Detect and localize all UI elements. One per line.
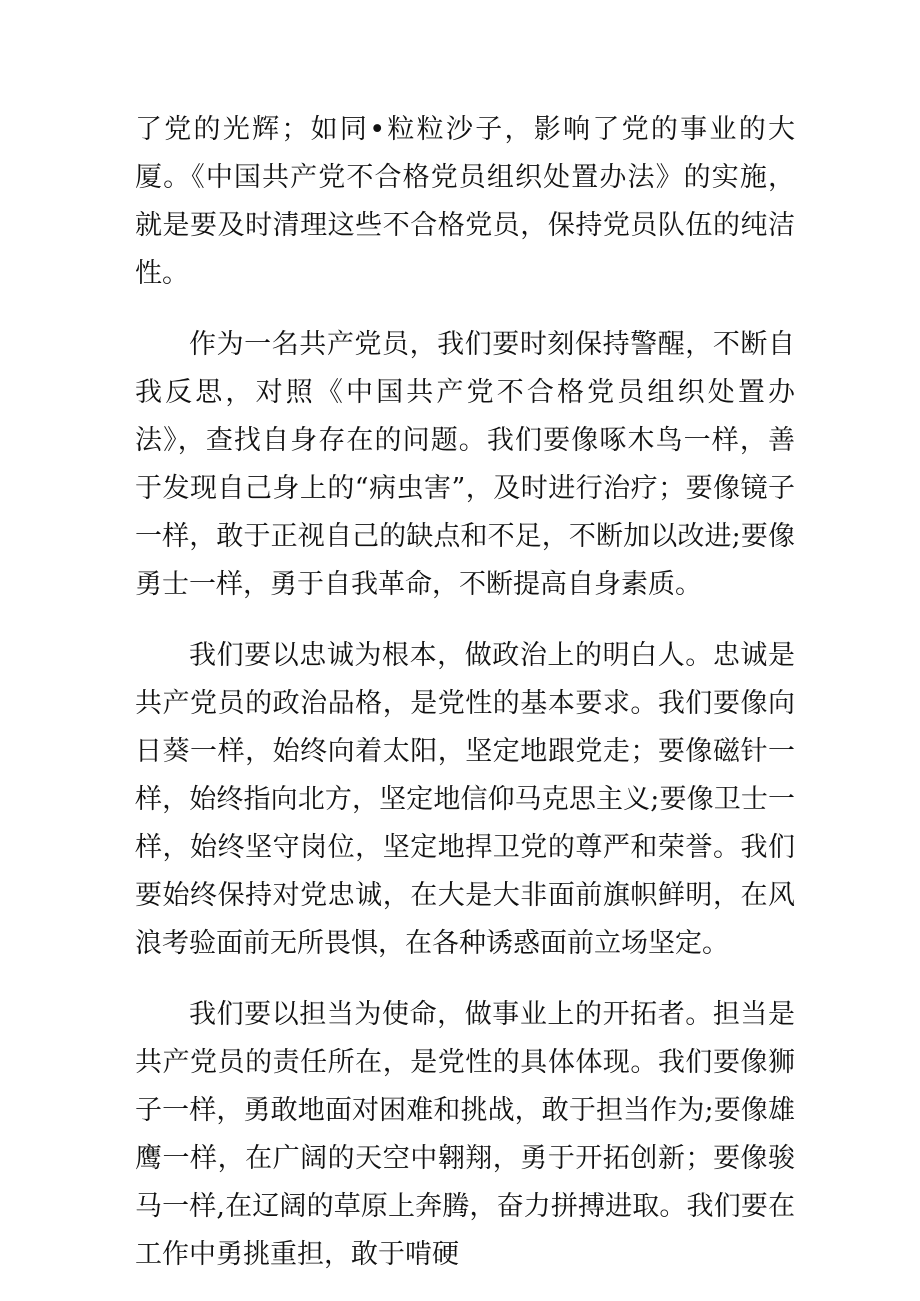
paragraph-continuation: 了党的光辉；如同•粒粒沙子，影响了党的事业的大厦。《中国共产党不合格党员组织处置办法》的实施，就是要及时清理这些不合格党员，保持党员队伍的纯洁性。 (135, 114, 795, 289)
paragraph-responsibility: 我们要以担当为使命，做事业上的开拓者。担当是共产党员的责任所在，是党性的具体体现。我们要像狮子一样，勇敢地面对困难和挑战，敢于担当作为;要像雄鹰一样，在广阔的天空中翱翔，勇于开拓创新；要像骏马一样,在辽阔的草原上奔腾，奋力拼搏进取。我们要在工作中勇挑重担，敢于啃硬 (135, 999, 795, 1270)
document-body (135, 106, 795, 1279)
paragraph-self-reflection: 作为一名共产党员，我们要时刻保持警醒，不断自我反思，对照《中国共产党不合格党员组织处置办法》，查找自身存在的问题。我们要像啄木鸟一样，善于发现自己身上的“病虫害”，及时进行治疗；要像镜子一样，敢于正视自己的缺点和不足，不断加以改进;要像勇士一样，勇于自我革命，不断提高自身素质。 (135, 329, 795, 600)
paragraph-loyalty: 我们要以忠诚为根本，做政治上的明白人。忠诚是共产党员的政治品格，是党性的基本要求。我们要像向日葵一样，始终向着太阳，坚定地跟党走；要像磁针一样，始终指向北方，坚定地信仰马克思主义;要像卫士一样，始终坚守岗位，坚定地捍卫党的尊严和荣誉。我们要始终保持对党忠诚，在大是大非面前旗帜鲜明，在风浪考验面前无所畏惧，在各种诱惑面前立场坚定。 (135, 640, 795, 959)
